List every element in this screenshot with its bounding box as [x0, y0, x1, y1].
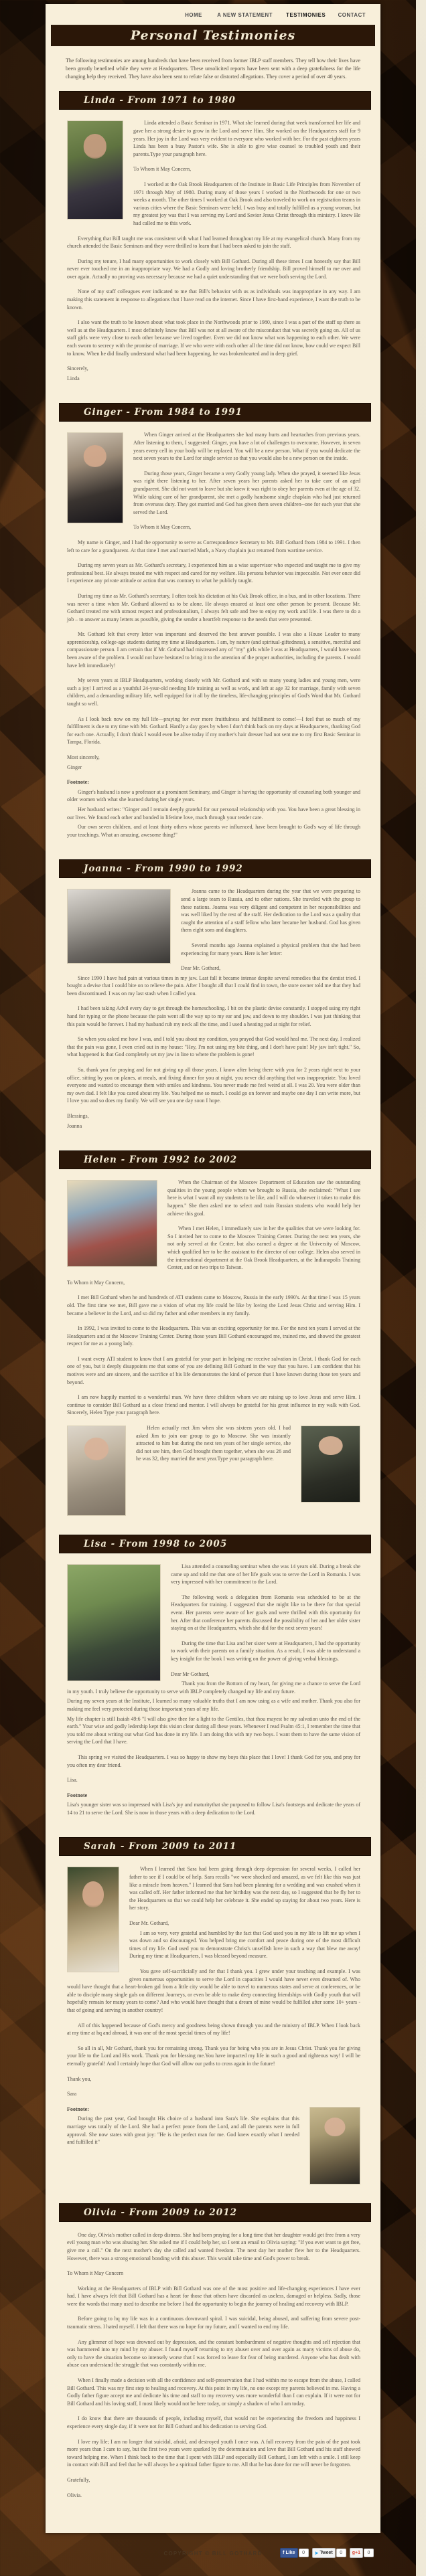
- paragraph: To Whom it May Concern,: [133, 524, 192, 531]
- section-body-olivia: [46, 2222, 380, 2509]
- paragraph: Since 1990 I have had pain at various times in my jaw. Last fall it became intense despite several remedies that the dentist tried. I bought a devise that I could bite on to relieve the pain. After I bought all that I could find in town, the store owner told me that they had been discontinued. I was on my last stash when I called you.: [67, 974, 360, 997]
- nav-item-home[interactable]: HOME: [184, 11, 202, 18]
- section-body-joanna: [46, 878, 380, 1140]
- facebook-like-count: 0: [299, 2549, 309, 2557]
- testimony-block-sarah-0: [67, 1865, 360, 2105]
- paragraph: I also want the truth to be known about what took place in the Northwoods prior to 1980, since I was a part of the staff up there as well as at the Headquarters. I most definitely know that Bill was not at all aware of the misconduct that was secretly going on. All of us staff girls were very close to each other because we lived together. Even we did not know what was happening to each other. We were each sworn to secrecy with the promise of marriage. If we who were with each other all the time did not know, how could we expect Bill to know. When he did finally understand what had been happening, he was brokenhearted and in deep grief.: [67, 319, 361, 357]
- section-body-ginger: [46, 422, 380, 849]
- paragraph: Thank you,: [67, 2075, 92, 2082]
- testimony-block-lisa-0: [67, 1563, 360, 1824]
- paragraph: Mr. Gothard felt that every letter was important and deserved the best answer possible. I was also a House Leader to many apprenticeship, college-age students during my time at Headquarters. I am, by nature (and spiritual-giftedness), a sensitive, merciful and compassionate person. I am certain that if Mr. Gothard had mistreated any of "my" girls while I was at Headquarters, I would have soon been aware of the problem. I would not have hesitated to bring it to the attention of the proper authorities, including the parents. I would have left immediately!: [67, 631, 360, 669]
- section-body-helen: [46, 1169, 380, 1524]
- facebook-like-label: Like: [285, 2551, 295, 2556]
- sarah-portrait-photo-face: [82, 1881, 104, 1907]
- paragraph: Footnote:: [67, 2106, 89, 2112]
- paragraph: Linda: [67, 375, 80, 381]
- paragraph: Joanna: [67, 1122, 82, 1129]
- paragraph: Dear Mr Gothard,: [171, 1670, 210, 1677]
- paragraph: In 1992, I was invited to come to the Headquarters. This was an exciting opportunity for me. For the next ten years I served at the Headquarters and at the Moscow Training Center. During those years Bill Gothard encouraged me, trained me, and showed the greatest respect for me as a young lady.: [67, 1325, 360, 1347]
- paragraph: Linda attended a Basic Seminar in 1971. What she learned during that week transformed her life and gave her a strong desire to grow in the Lord and serve Him. She worked on the Headquarters staff for 9 years. Her joy in the Lord was very evident to everyone who worked with her. For the past eighteen years Linda has been a busy Pastor's wife. She is able to give wise counsel to troubled youth and their parents.Type your paragraph here.: [133, 120, 360, 157]
- paragraph: Her husband writes: "Ginger and I remain deeply grateful for our personal relationship with you. You have been a great blessing in our lives. We found each other and bonded in lifetime love, much through your tender care.: [67, 806, 360, 821]
- nav-item-a-new-statement[interactable]: A NEW STATEMENT: [216, 11, 273, 18]
- nav-item-testimonies[interactable]: TESTIMONIES: [285, 11, 326, 18]
- paragraph: Footnote:: [67, 779, 89, 786]
- paragraph: When I learned that Sara had been going through deep depression for several weeks, I called her father to see if I could be of help. Sara recalls "we were shocked and amazed, as we felt like this was just like a miracle from heaven." I learned that Sara had been planning for a wedding and was crushed when it was called off. Her father informed me that her birthday was the next day, so I suggested that he fly her to the Headquarters so that we could help her celebrate it. She ended up staying for about two years. Here is her story.: [129, 1866, 360, 1911]
- testimony-block-olivia-0: [67, 2231, 360, 2499]
- twitter-icon: ➤: [314, 2551, 319, 2556]
- paragraph: During the time that Lisa and her sister were at Headquarters, I had the opportunity to work with their parents on a family situation. As a result, I was able to understand a key insight for the book I was writing on the power of giving verbal blessings.: [171, 1640, 360, 1662]
- footer: [0, 2533, 426, 2576]
- paragraph: When Ginger arrived at the Headquarters she had many hurts and heartaches from previous years. After listening to them, I suggested: Ginger, you have a lot of challenges to overcome. However, in seven years every cell in your body will be replaced. You will be a new person. What if you would dedicate the next seven years to the Lord for single service so that you would also be a new person on the inside.: [133, 432, 360, 462]
- linda-photo: [67, 120, 123, 220]
- section-lisa: [46, 1535, 380, 1826]
- intro-text: The following testimonies are among hundreds that have been received from former IBLP staff members. They tell how their lives have been greatly benefited while they were at Headquarters. These unsolicited reports have been sent with a deep gratefulness for the life changing help they received. They have also been sent to refute false or distorted allegations. They cover a period of over 40 years.: [66, 58, 360, 80]
- sarah-portrait-photo: [67, 1867, 119, 1972]
- paragraph: I met Bill Gothard when he and hundreds of ATI students came to Moscow, Russia in the early 1990's. At that time I was 15 years old. The first time we met, Bill gave me a vision of what my life could be like by loving the Lord Jesus Christ and serving Him. I became a believer in the Lord, and so did my father and other members in my family.: [67, 1294, 360, 1316]
- testimony-block-helen-1: [67, 1424, 360, 1521]
- section-heading-ginger: Ginger - From 1984 to 1991: [59, 403, 371, 422]
- paragraph: When I met Helen, I immediately saw in her the qualities that we were looking for. So I invited her to come to the Moscow Training Center. During the next ten years, she not only served at the Center, but also earned a degree at the University of Moscow, which qualified her to be the assistant to the director of our college. Helen also served in the international department at the Oak Brook Headquarters, at the Indianapolis Training Center, and on two trips to Taiwan.: [167, 1225, 360, 1271]
- helen-bride-photo: [67, 1426, 126, 1516]
- google-plus-one-button[interactable]: [350, 2548, 363, 2558]
- paragraph: One day, Olivia's mother called in deep distress. She had been praying for a long time that her daughter would get free from a very evil young man who was abusing her. She asked me if I could help her, so I sent an email to Olivia saying: "If you ever want to get free, give me a call." On the next mother's day she called and wanted freedom. The next day her mother flew her to the Headquarters. However, there was a strong emotional bonding with this abuser. This would take time and God's power to break.: [67, 2231, 360, 2261]
- helen-family-photo: [67, 1180, 157, 1267]
- paragraph: Working at the Headquarters of IBLP with Bill Gothard was one of the most positive and life-changing experiences I have ever had. I have always felt that Bill Gothard has a heart for those that others have discarded as useless, damaged or helpless. Sadly, those were the words that many used to describe me before I had the opportunity to begin the journey of healing and recovery with IBLP.: [67, 2285, 360, 2307]
- paragraph: Any glimmer of hope was drowned out by depression, and the constant bombardment of negative thoughts and self rejection that was hammered into my mind by my abuser. I found myself returning to my abuser over and over again as many victims of abuse do, only to have the situation become so intensely worse that I was forced to leave for fear of being murdered. Anyone who has dealt with abuse can understand the struggle that was constantly within me.: [67, 2338, 360, 2369]
- main-nav: [46, 4, 380, 23]
- section-body-lisa: [46, 1553, 380, 1826]
- testimony-block-linda-0: [67, 119, 360, 390]
- paragraph: I worked at the Oak Brook Headquarters of the Institute in Basic Life Principles from November of 1971 through May of 1980. During many of those years I worked in the Northwoods for one or two weeks a month. The other times I worked at Oak Brook and also traveled to work on registration teams in various cities where the Basic Seminars were held. I was busy and totally fulfilled as a young woman, but my greatest joy was that I was serving my Lord and Savior Jesus Christ through this ministry. I knew He had called me to this work.: [133, 181, 360, 226]
- paragraph: During my time as Mr. Gothard's secretary, I often took his dictation at his Oak Brook office, in a bus, and in other locations. There was never a time when Mr. Gothard allowed us to be alone. He always ensured at least one other person be present. Because Mr. Gothard treated me with utmost respect and professionalism, I always felt safe and free to enjoy my work and life. I was there to do a job – to answer as many letters as possible, giving the sender a heartfelt response to the needs that were presented.: [67, 592, 360, 622]
- paragraph: You gave self-sacrificially and for that I thank you. I grew under your teaching and example. I was given numerous opportunities to serve the Lord in capacities I would have never even dreamed of. Who would have thought that a heart-broken gal from a little city would be able to travel to numerous states and serve at conferences, or be able to disciple many single gals on different Journeys, or even be able to make deep connecting friendships with Godly youth that will hopefully remain for many years to come? And who would have thought that a dream of mine would be fulfilled after some 10+ years - that of going and serving in another country!: [67, 1968, 360, 2013]
- paragraph: None of my staff colleagues ever indicated to me that Bill's behavior with us as individuals was inappropriate in any way. I am making this statement in response to allegations that I have read on the internet. Since I have first-hand experience, I want the truth to be known.: [67, 288, 360, 311]
- paragraph: When the Chairman of the Moscow Department of Education saw the outstanding qualities in the young people whom we brought to Russia, she exclaimed: "What I see here is what I want all my students to be like, and I will do whatever it takes to make this happen." She then asked me to select and train Russian students who would help her achieve this goal.: [167, 1179, 360, 1217]
- section-heading-joanna: Joanna - From 1990 to 1992: [59, 859, 371, 878]
- linda-photo-face: [84, 134, 106, 159]
- ginger-wedding-photo-face: [84, 445, 106, 468]
- paragraph: Sara: [67, 2091, 77, 2097]
- section-sarah: [46, 1837, 380, 2192]
- paragraph: Our own seven children, and at least thirty others whose parents we influenced, have been brought to God's way of life through your teachings. What an amazing, awesome thing!": [67, 824, 360, 838]
- helen-groom-photo-face: [318, 1436, 343, 1455]
- paragraph: During my seven years as Mr. Gothard's secretary, I experienced him as a wise supervisor who expected and taught me to give my professional best. He always treated me with respect and cared for my welfare. His persona behavior was impeccable. Not ever once did I experience any private attitude or action that was contrary to what he publicly taught.: [67, 562, 360, 584]
- tweet-label: Tweet: [320, 2551, 333, 2556]
- paragraph: To Whom it May Concern,: [133, 166, 192, 173]
- paragraph: During my tenure, I had many opportunities to work closely with Bill Gothard. During all these times I can honestly say that Bill never ever touched me in an inappropriate way. We had a Godly and loving brotherly friendship. Bill proved himself to me over and over again. Actually no proving was necessary because we had a quiet understanding that we were both serving the Lord.: [67, 258, 360, 280]
- paragraph: Dear Mr. Gothard,: [181, 965, 221, 972]
- paragraph: So all in all, Mr Gothard, thank you for remaining strong. Thank you for being who you are in Jesus Christ. Thank you for giving your life to the Lord and His work. Thank you for blessing me.You have impacted my life in such a good and righteous way! I will be eternally grateful! And I certainly hope that God will allow our paths to cross again in the future!: [67, 2045, 360, 2067]
- paragraph: The following week a delegation from Romania was scheduled to be at the Headquarters for training. I suggested that she might like to be there for that special event. Her parents were aware of her goals and were thrilled with this oportunity for her. After that conference her parents discussed the possibility of her and her older sister staying on at the Headquarters, which she did for the next seven years!: [171, 1594, 360, 1632]
- ginger-wedding-photo: [67, 432, 123, 523]
- paragraph: To Whom it May Concern,: [67, 1279, 125, 1286]
- joanna-family-photo: [67, 889, 171, 964]
- facebook-like-widget: [280, 2548, 308, 2558]
- paragraph: My life chapter is still Isaiah 49:6 "I will also give thee for a light to the Gentiles, that thou mayest be my salvation unto the end of the earth." Your wise and godly ledership kept this vision clear during all these years. Whenever I read Psalm 45:1, I remember the time that you told me about writing out what God has done in my life. I am doing this with my two boys. I want them to have the same vision of serving the Lord that I have.: [67, 1715, 360, 1745]
- paragraph: Most sincerely,: [67, 754, 100, 761]
- testimony-block-sarah-1: [67, 2106, 360, 2190]
- facebook-icon: f: [283, 2551, 285, 2556]
- paragraph: Ginger's husband is now a professor at a prominent Seminary, and Ginger is having the opportunity of counseling both younger and older women with what she learned during her single years.: [67, 788, 360, 803]
- paragraph: So, thank you for praying and for not giving up all those years. I know after being there with you for 2 years right next to your office, sitting by you on planes, at meals, and fixing dinner for you at night, you never did anything that was inappropriate. You loved everyone and wanted to encourage them with smiles and kindness. You never made me feel weird at all. I was 20. You were older than my own dad. I felt like you cared about my life. You helped me so much. I could go on forever and maybe one day I can write more, but I love you and so does my family. We will see you one day soon I hope.: [67, 1067, 360, 1104]
- paragraph: Footnote: [67, 1792, 88, 1798]
- facebook-like-button[interactable]: [280, 2548, 297, 2558]
- tweet-count: 0: [336, 2549, 346, 2557]
- section-heading-olivia: Olivia - From 2009 to 2012: [59, 2203, 371, 2222]
- sections-container: [46, 91, 380, 2509]
- paragraph: I am so very, very grateful and humbled by the fact that God used you in my life to lift me up when I was down and so discouraged. You helped bring me comfort and peace during one of the most difficult times of my life. God used you to demonstrate Christ's unselfish love in such a way that blew me away! During my time at Headquarters, I was blessed beyond measure.: [129, 1929, 360, 1960]
- paragraph: Lisa.: [67, 1777, 78, 1784]
- googleplus-icon: g+1: [352, 2551, 360, 2556]
- section-heading-sarah: Sarah - From 2009 to 2011: [59, 1837, 371, 1856]
- google-plus-one-widget: [350, 2548, 374, 2558]
- nav-item-contact[interactable]: CONTACT: [338, 11, 366, 18]
- paragraph: So when you asked me how I was, and I told you about my condition, you prayed that God would heal me. The next day, I realized that the pain was gone, I even cried out in my house: "Hey, I'm not using my bite thing, and I don't have pain! My jaw isn't tight." So, what happened is that God completely set my jaw in line to where the problem is gone!: [67, 1036, 360, 1058]
- testimony-block-helen-0: [67, 1179, 360, 1424]
- paragraph: Several months ago Joanna explained a physical problem that she had been experiencing for many years. Here is her letter:: [181, 942, 360, 956]
- paragraph: I love my life; I am no longer that suicidal, afraid, and destroyed youth I once was. A full recovery from the pain of the past took more years than I care to say, but the first two years were sparked by the determination and love that Bill Gothard and his staff showed toward helping me. When I think back to the time that I spent with IBLP and especially Bill Gothard, I am left with a smile. I still keep in contact with Bill and feel that he will always be a spiritual father figure to me. All that he has done for me will never be forgotten.: [67, 2438, 360, 2468]
- section-heading-linda: Linda - From 1971 to 1980: [59, 91, 371, 110]
- page-title: Personal Testimonies: [51, 25, 375, 46]
- paragraph: This spring we visited the Headquarters. I was so happy to show my boys this place that I love! I thank God for you, and pray for you often my dear friend.: [67, 1753, 360, 1768]
- paragraph: When I finally made a decision with all the confidence and self-preservation that I had within me to escape from the abuse, I called Bill Gothard. This was my first step to healing and recovery. At this point in my life, no one except my parents believed in me. Having a Godly father figure accept me and dedicate his time and staff to my recovery was more wonderful than I can explain. If it were not for Bill Gothard and his loving staff, I most likely would not be here today, or simply a shadow of who I am today.: [67, 2377, 360, 2407]
- section-olivia: [46, 2203, 380, 2509]
- section-heading-lisa: Lisa - From 1998 to 2005: [59, 1535, 371, 1553]
- tweet-button[interactable]: [312, 2548, 336, 2558]
- section-heading-helen: Helen - From 1992 to 2002: [59, 1150, 371, 1169]
- paragraph: Thank you from the Bottom of my heart, for giving me a chance to serve the Lord in my youth. I truly believe the opportunity to serve with IBLP completely changed my life and my future.: [67, 1681, 360, 1695]
- helen-bride-photo-face: [84, 1438, 109, 1460]
- paragraph: During those years, Ginger became a very Godly young lady. When she prayed, it seemed like Jesus was right there listening to her. After seven years her parents asked her to take care of an aged grandparent. She did not want to leave but she knew it was right to obey her parents even at the age of 32. While taking care of her grandparent, she met a godly handsome single chaplain who had just returned from overseas duty. They got married and God has given them seven children--one for each year that she served the Lord.: [133, 470, 361, 515]
- paragraph: My seven years at IBLP Headquarters, working closely with Mr. Gothard and with so many young ladies and young men, were such a joy! I arrived as a youthful 24-year-old needing life training as well as work, and left at age 32 for marriage, family with seven children, and a demanding military life, well equipped for it all by the timeless, life-changing principles of God's Word that Mr. Gothard taught so well.: [67, 677, 360, 707]
- social-buttons: [280, 2548, 374, 2558]
- paragraph: Joanna came to the Headquarters during the year that we were preparing to send a large team to Russia, and to other nations. She traveled with the group to these nations. Joanna was very diligent and competent in her responsibilities and was well liked by the rest of the staff. Her dedication to the Lord was a quality that caught the attention of a staff fellow who later became her husband. God has given them eight sons and daughters.: [181, 888, 360, 934]
- section-ginger: [46, 403, 380, 849]
- section-linda: [46, 91, 380, 392]
- section-body-sarah: [46, 1856, 380, 2192]
- sarah-wedding-photo: [309, 2107, 360, 2184]
- lisa-couple-photo: [67, 1564, 161, 1681]
- sarah-wedding-photo-face: [324, 2118, 345, 2137]
- paragraph: Lisa's younger sister was so impressed with Lisa's joy and maturitythat she purposed to follow Lisa's footsteps and dedicate the years of 14 to 21 to serve the Lord. She is now in those years with a deep dedication to the Lord.: [67, 1802, 360, 1816]
- helen-groom-photo: [301, 1426, 360, 1502]
- paragraph: I am now happily married to a wonderful man. We have three children whom we are raising up to love Jesus and serve Him. I continue to consider Bill Gothard as a close friend and mentor. I will always be grateful for his great influence in my walk with God. Sincerely, Helen Type your paragraph here.: [67, 1394, 360, 1416]
- google-plus-one-count: 0: [364, 2549, 374, 2557]
- section-joanna: [46, 859, 380, 1140]
- paragraph: As I look back now on my full life—praying for ever more fruitfulness and fulfillment to come!—I feel that so much of my fulfillment is due to my time with Mr. Gothard. Hardly a day goes by when I don't think back on my days at Headquarters, thanking God for each one. Actually, I don't think I would even be alive today if my mother's hair dresser had not sent me to my first Basic Seminar in Tampa, Florida.: [67, 715, 360, 746]
- paragraph: Lisa attended a counseling seminar when she was 14 years old. During a break she came up and told me that one of her life goals was to serve the Lord in Romania. I was very impressed with her commitment to the Lord.: [171, 1563, 360, 1585]
- paragraph: Dear Mr. Gothard,: [129, 1920, 169, 1927]
- testimony-block-ginger-0: [67, 431, 360, 846]
- paragraph: I do know that there are thousands of people, including myself, that would not be experiencing the freedom and happiness I experience every single day, if it were not for Bill Gothard and his dedication to serving God.: [67, 2415, 360, 2430]
- section-helen: [46, 1150, 380, 1524]
- paragraph: Gratefully,: [67, 2476, 90, 2483]
- paragraph: Sincerely,: [67, 365, 88, 372]
- paragraph: Helen actually met Jim when she was sixteen years old. I had asked Jim to join our group to go to Moscow. She was instantly attracted to him but during the next ten years of her single service, she did not see him, then God brought them together, when she was 26 and he was 32, they married the next year.Type your paragraph here.: [136, 1425, 291, 1462]
- section-body-linda: [46, 110, 380, 392]
- paragraph: Olivia.: [67, 2492, 82, 2498]
- right-edge-strip: [416, 0, 426, 2576]
- paragraph: All of this happened because of God's mercy and goodness being shown through you and the ministry of IBLP. When I look back at my time at hq and abroad, it was one of the most special times of my life!: [67, 2022, 360, 2037]
- paragraph: My name is Ginger, and I had the opportunity to serve as Correspondence Secretary to Mr. Bill Gothard from 1984 to 1991. I then left to care for a grandparent. At that time I met and married Mark, a Navy chaplain just returned from wartime service.: [67, 539, 360, 553]
- paragraph: I want every ATI student to know that I am grateful for your part in helping me receive salvation in Christ. I thank God for each one of you, but it deeply disappoints me that some of you are defining Bill Gothard in the way that you have. I am confident that his motives were and are sincere, and the sacrifice of his life demonstrates the kind of person that I have known during those ten years and beyond.: [67, 1355, 360, 1385]
- paragraph: Blessings,: [67, 1113, 89, 1120]
- paragraph: Ginger: [67, 764, 82, 770]
- testimony-block-joanna-0: [67, 887, 360, 1137]
- paragraph: During the past year, God brought His choice of a husband into Sara's life. She explains that this marriage was totally of the Lord. She had a perfect peace from the Lord, and all the parents were in full approval. She now states with great joy: "He is the perfect man for me. God knew exactly what I needed and fulfilled it": [67, 2116, 299, 2146]
- paragraph: During my seven years at the Institute, I learned so many valuable truths that I am now using as a wife and mother. Thank you also for making me feel very protected during those important years of my life.: [67, 1698, 360, 1712]
- copyright-text: COPYRIGHT © BILL GOTHARD: [163, 2551, 263, 2557]
- paragraph: To Whom it May Concern: [67, 2270, 124, 2277]
- tweet-widget: [312, 2548, 346, 2558]
- content-panel: [46, 4, 380, 2533]
- paragraph: Everything that Bill taught me was consistent with what I had learned throughout my life at my evangelical church. Many from my church attended the Basic Seminars and they were thrilled to learn that I had been asked to join the staff.: [67, 235, 360, 250]
- paragraph: Before going to hq my life was in a continuous downward spiral. I was suicidal, being abused, and suffering from severe post-traumatic stress. I hated myself. I felt that there was no hope for my future, and I wanted to end my life.: [67, 2316, 360, 2330]
- paragraph: I had been taking Advil every day to get through the homeschooling. I bit on the plastic devise constantly. I stopped using my right hand for typing or the phone because the pain went all the way up to my ear and jaw, and down to my shoulder. I was just thinking that this pain would be forever. I had my husband rub my neck all the time, and I used a heating pad at night for relief.: [67, 1005, 360, 1027]
